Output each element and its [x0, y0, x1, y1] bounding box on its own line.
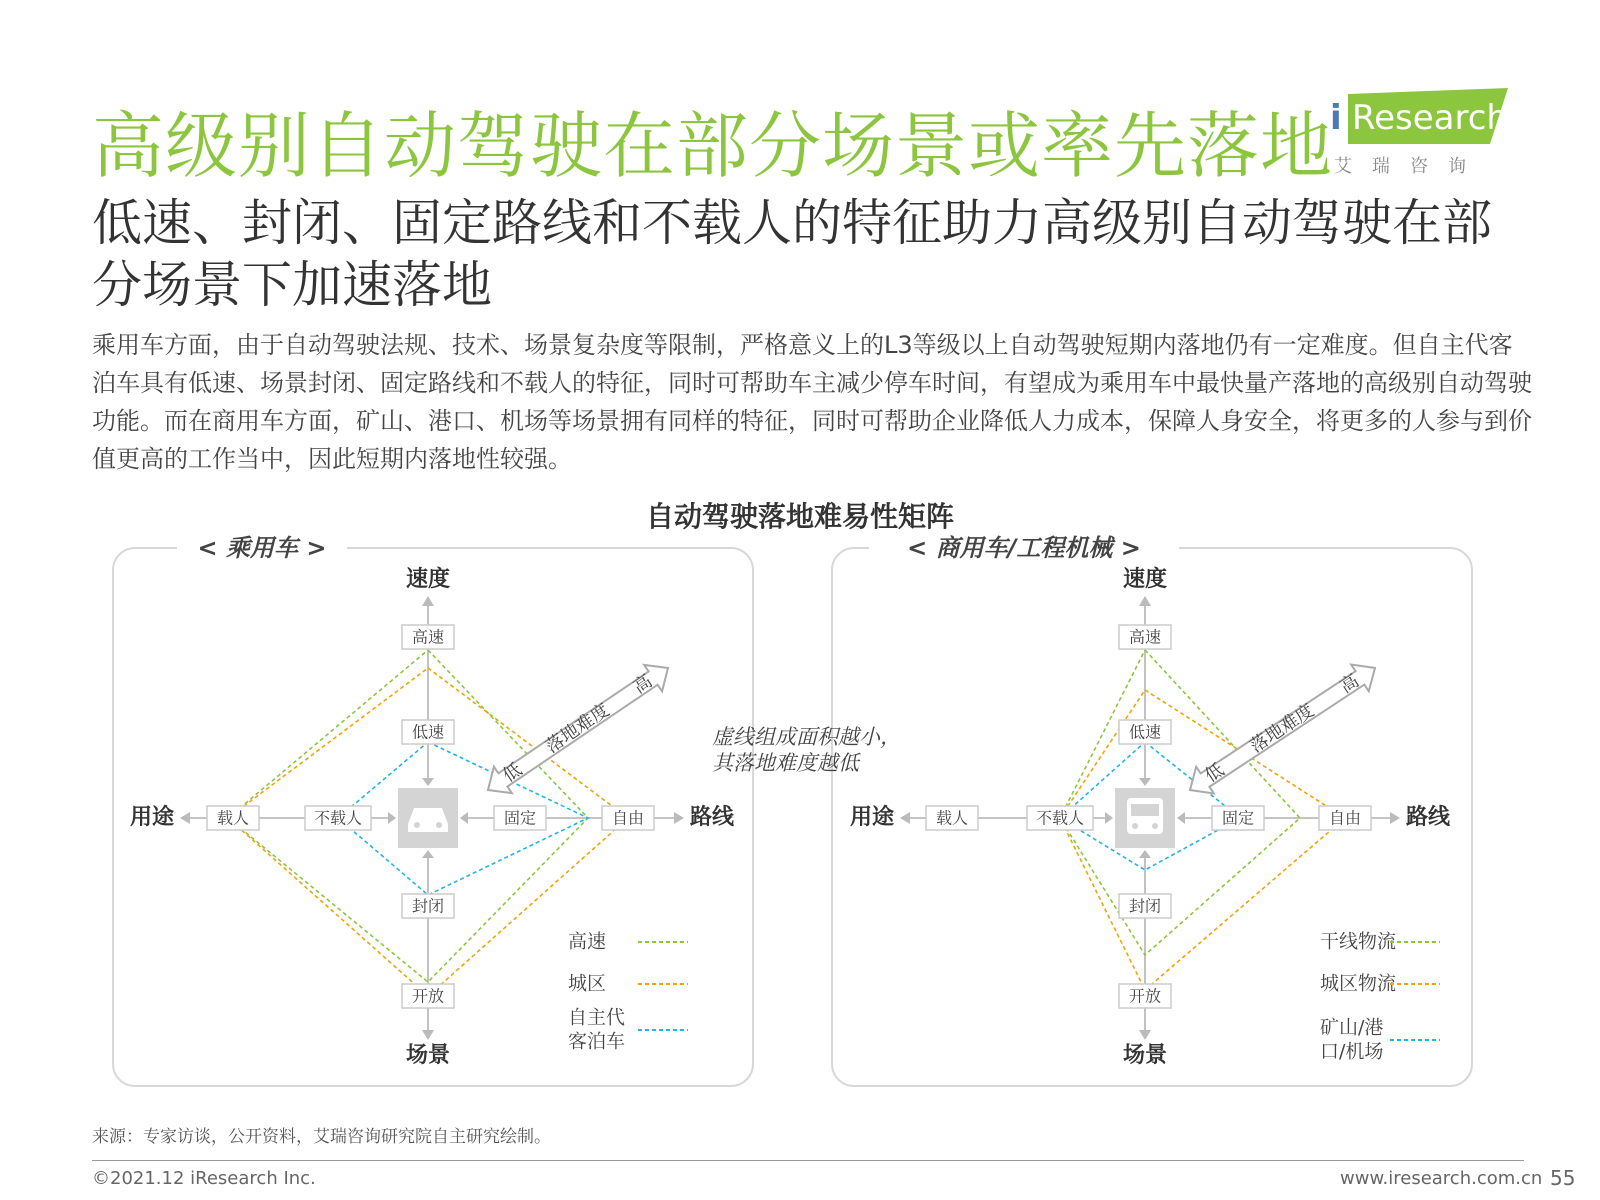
logo-subtitle: 艾瑞咨询	[1334, 156, 1486, 177]
panel-2-bus-light-r	[1152, 823, 1158, 829]
panel-1-title: < 乘用车 >	[197, 534, 327, 562]
panel-1-closed-label: 封闭	[411, 896, 445, 916]
panel-1-arrow-left-head	[180, 812, 190, 824]
page-number: 55	[1550, 1166, 1576, 1190]
panel-1-arrow-right-head	[674, 812, 684, 824]
chart-title: 自动驾驶落地难易性矩阵	[645, 500, 954, 533]
panel-2-arrow-up-head	[1139, 596, 1151, 606]
panel-2-bus-window	[1131, 804, 1159, 816]
panel-2-arrow-right-head	[1390, 812, 1400, 824]
panel-1-open-label: 开放	[411, 986, 445, 1006]
panel-2-axis-usage-label: 用途	[849, 805, 895, 830]
panel-2-axis-route-label: 路线	[1405, 805, 1451, 830]
panel-1-axis-speed-label: 速度	[405, 567, 451, 592]
panel-1-inner-head-left	[388, 812, 396, 824]
panel-1-arrow-down-head	[422, 1030, 434, 1040]
panel-1-arrow-up-head	[422, 596, 434, 606]
panel-2-high-speed-label: 高速	[1128, 627, 1162, 647]
panel-1-legend-3-label-l1: 自主代	[568, 1006, 626, 1029]
panel-2-difficulty-arrow	[1181, 655, 1384, 804]
panel-1-carry-people-label: 载人	[216, 808, 250, 828]
panel-1-car-icon	[398, 788, 458, 848]
panel-1-low-speed-label: 低速	[411, 722, 445, 742]
panel-2-bus-light-l	[1132, 823, 1138, 829]
panel-1-no-people-label: 不载人	[313, 808, 363, 828]
panel-2-legend-3-label-l2: 口/机场	[1320, 1040, 1384, 1063]
panel-1-car-light-l	[414, 822, 420, 828]
panel-2-legend-3-label-l1: 矿山/港	[1320, 1016, 1384, 1039]
panel-2-arrow-left-head	[900, 812, 910, 824]
panel-2-difficulty-low: 低	[1201, 759, 1229, 787]
panel-1-inner-head-bottom	[422, 850, 434, 858]
panel-2-legend-1-label: 干线物流	[1320, 930, 1397, 953]
panel-2-legend-2-label: 城区物流	[1320, 972, 1397, 995]
panel-2-title: < 商用车/工程机械 >	[907, 534, 1141, 562]
panel-2-axis-speed-label: 速度	[1122, 567, 1168, 592]
panel-1-car-light-r	[436, 822, 442, 828]
logo-name: Research	[1352, 98, 1508, 138]
footer-divider	[92, 1160, 1524, 1161]
panel-2-series-1-outline	[1060, 650, 1300, 955]
panel-2-series-2-outline	[1060, 690, 1345, 990]
copyright: ©2021.12 iResearch Inc.	[92, 1168, 316, 1189]
panel-1-difficulty-label: 落地难度	[542, 699, 614, 758]
panel-2-fixed-route-label: 固定	[1221, 808, 1255, 828]
panel-2-open-label: 开放	[1128, 986, 1162, 1006]
panel-1-legend-1-label: 高速	[568, 930, 607, 953]
source-note: 来源：专家访谈，公开资料，艾瑞咨询研究院自主研究绘制。	[92, 1127, 551, 1147]
panel-1-difficulty-low: 低	[499, 759, 526, 787]
panel-2-difficulty-high: 高	[1336, 670, 1363, 698]
panel-2-no-people-label: 不载人	[1035, 808, 1085, 828]
panel-2-difficulty-label: 落地难度	[1246, 699, 1319, 758]
panel-1-high-speed-label: 高速	[411, 627, 445, 647]
panel-2-arrow-down-head	[1139, 1030, 1151, 1040]
panel-1-axis-usage-label: 用途	[129, 805, 175, 830]
panel-2-low-speed-label: 低速	[1128, 722, 1162, 742]
panel-2-bus-icon	[1115, 788, 1175, 848]
panel-1-axis-scene-label: 场景	[405, 1043, 451, 1068]
annotation-line-1: 虚线组成面积越小，	[712, 725, 901, 749]
panel-1-fixed-route-label: 固定	[503, 808, 537, 828]
logo-mark: i	[1330, 98, 1342, 138]
panel-1-car-body	[408, 808, 448, 832]
page-title: 高级别自动驾驶在部分场景或率先落地	[92, 104, 1334, 188]
panel-1-inner-head-right	[460, 812, 468, 824]
panel-1-difficulty-high: 高	[629, 670, 657, 699]
page-subtitle: 低速、封闭、固定路线和不载人的特征助力高级别自动驾驶在部分场景下加速落地	[92, 194, 1492, 314]
panel-2-axis-scene-label: 场景	[1122, 1043, 1168, 1068]
panel-2-inner-head-top	[1139, 778, 1151, 786]
panel-1-axis-route-label: 路线	[689, 805, 735, 830]
panel-2-inner-head-bottom	[1139, 850, 1151, 858]
panel-1-legend-2-label: 城区	[568, 972, 607, 995]
panel-1-free-route-label: 自由	[611, 808, 645, 828]
body-text: 乘用车方面，由于自动驾驶法规、技术、场景复杂度等限制，严格意义上的L3等级以上自动驾驶短期内落地仍有一定难度。但自主代客泊车具有低速、场景封闭、固定路线和不载人的特征，同时可帮助车主减少停车时间，有望成为乘用车中最快量产落地的高级别自动驾驶功能。而在商用车方面，矿山、港口、机场等场景拥有同样的特征，同时可帮助企业降低人力成本，保障人身安全，将更多的人参与到价值更高的工作当中，因此短期内落地性较强。	[92, 331, 1532, 473]
annotation-line-2: 其落地难度越低	[712, 751, 859, 775]
website: www.iresearch.com.cn	[1340, 1168, 1543, 1189]
panel-2-closed-label: 封闭	[1128, 896, 1162, 916]
panel-2-inner-head-left	[1105, 812, 1113, 824]
panel-1-inner-head-top	[422, 778, 434, 786]
panel-2-carry-people-label: 载人	[935, 808, 969, 828]
panel-2-inner-head-right	[1177, 812, 1185, 824]
panel-1-legend-3-label-l2: 客泊车	[568, 1030, 626, 1053]
panel-2-free-route-label: 自由	[1328, 808, 1362, 828]
